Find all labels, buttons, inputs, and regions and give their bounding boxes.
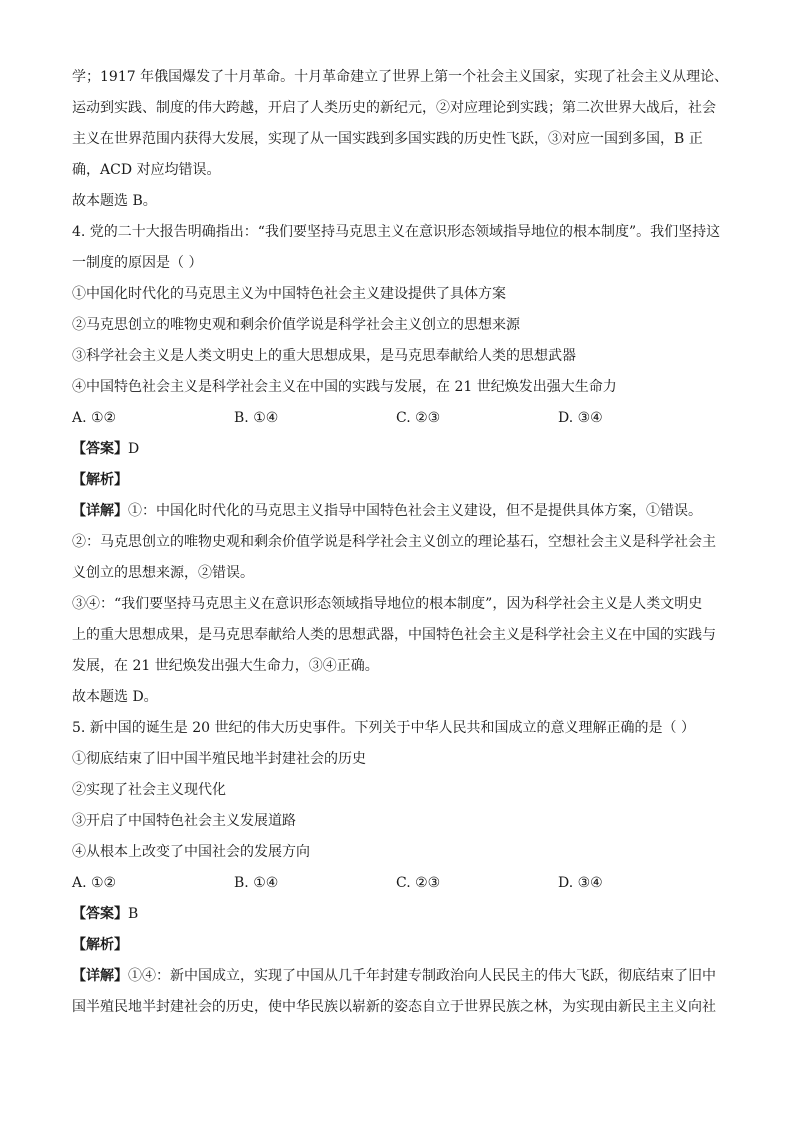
q5-statement: ③开启了中国特色社会主义发展道路 xyxy=(72,813,296,829)
detail-tag: 【详解】 xyxy=(72,968,128,984)
q5-detail-first xyxy=(72,961,722,992)
q4-option-b: B. ①④ xyxy=(234,410,279,426)
q4-statement: ③科学社会主义是人类文明史上的重大思想成果，是马克思奉献给人类的思想武器 xyxy=(72,348,576,364)
q5-option-b: B. ①④ xyxy=(234,875,279,891)
q5-answer xyxy=(72,899,722,930)
q4-option-a: A. ①② xyxy=(72,410,117,426)
q4-option-c: C. ②③ xyxy=(396,410,441,426)
q4-stem-line: 一制度的原因是（ ） xyxy=(72,255,203,271)
q5-options xyxy=(72,868,722,899)
detail-tag: 【详解】 xyxy=(72,503,128,519)
q4-detail-line: 发展，在 21 世纪焕发出强大生命力，③④正确。 xyxy=(72,658,379,674)
prev-explanation-line: 主义在世界范围内获得大发展，实现了从一国实践到多国实践的历史性飞跃，③对应一国到多国，B 正 xyxy=(72,131,703,147)
q5-detail-line: 国半殖民地半封建社会的历史，使中华民族以崭新的姿态自立于世界民族之林，为实现由新民主主义向社 xyxy=(72,999,716,1015)
q4-detail-line: 义创立的思想来源，②错误。 xyxy=(72,565,254,581)
q4-detail-line: ③④：“我们要坚持马克思主义在意识形态领域指导地位的根本制度”，因为科学社会主义是人类文明史 xyxy=(72,596,703,612)
q5-option-d: D. ③④ xyxy=(558,875,603,891)
q4-option-d: D. ③④ xyxy=(558,410,603,426)
q4-detail-line: 上的重大思想成果，是马克思奉献给人类的思想武器，中国特色社会主义是科学社会主义在中国的实践与 xyxy=(72,627,716,643)
q5-statement: ②实现了社会主义现代化 xyxy=(72,782,226,798)
q4-analysis-tag: 【解析】 xyxy=(72,472,128,488)
detail-text: ①④：新中国成立，实现了中国从几千年封建专制政治向人民民主的伟大飞跃，彻底结束了旧中 xyxy=(128,968,716,984)
q4-answer xyxy=(72,434,722,465)
q5-option-c: C. ②③ xyxy=(396,875,441,891)
detail-text: ①：中国化时代化的马克思主义指导中国特色社会主义建设，但不是提供具体方案，①错误。 xyxy=(128,503,702,519)
q4-statement: ①中国化时代化的马克思主义为中国特色社会主义建设提供了具体方案 xyxy=(72,286,506,302)
prev-conclusion: 故本题选 B。 xyxy=(72,193,157,209)
answer-value: B xyxy=(128,906,139,922)
q5-analysis-tag: 【解析】 xyxy=(72,937,128,953)
q4-statement: ④中国特色社会主义是科学社会主义在中国的实践与发展，在 21 世纪焕发出强大生命力 xyxy=(72,379,617,395)
q5-statement: ①彻底结束了旧中国半殖民地半封建社会的历史 xyxy=(72,751,366,767)
prev-explanation-line: 学；1917 年俄国爆发了十月革命。十月革命建立了世界上第一个社会主义国家，实现了社会主义从理论、 xyxy=(72,69,729,85)
q4-statement: ②马克思创立的唯物史观和剩余价值学说是科学社会主义创立的思想来源 xyxy=(72,317,520,333)
q5-statement: ④从根本上改变了中国社会的发展方向 xyxy=(72,844,310,860)
q4-stem-line: 4. 党的二十大报告明确指出：“我们要坚持马克思主义在意识形态领域指导地位的根本制度”。我们坚持这 xyxy=(72,224,721,240)
q5-stem-line: 5. 新中国的诞生是 20 世纪的伟大历史事件。下列关于中华人民共和国成立的意义理解正确的是（ ） xyxy=(72,720,695,736)
prev-explanation-line: 确，ACD 对应均错误。 xyxy=(72,162,221,178)
document-content xyxy=(72,62,729,1023)
prev-explanation-line: 运动到实践、制度的伟大跨越，开启了人类历史的新纪元，②对应理论到实践；第二次世界大战后，社会 xyxy=(72,100,716,116)
q4-options xyxy=(72,403,722,434)
answer-tag: 【答案】 xyxy=(72,906,128,922)
q4-detail-first xyxy=(72,496,722,527)
answer-value: D xyxy=(128,441,140,457)
q4-detail-line: ②：马克思创立的唯物史观和剩余价值学说是科学社会主义创立的理论基石，空想社会主义是科学社会主 xyxy=(72,534,716,550)
q4-conclusion: 故本题选 D。 xyxy=(72,689,158,705)
q5-option-a: A. ①② xyxy=(72,875,117,891)
answer-tag: 【答案】 xyxy=(72,441,128,457)
